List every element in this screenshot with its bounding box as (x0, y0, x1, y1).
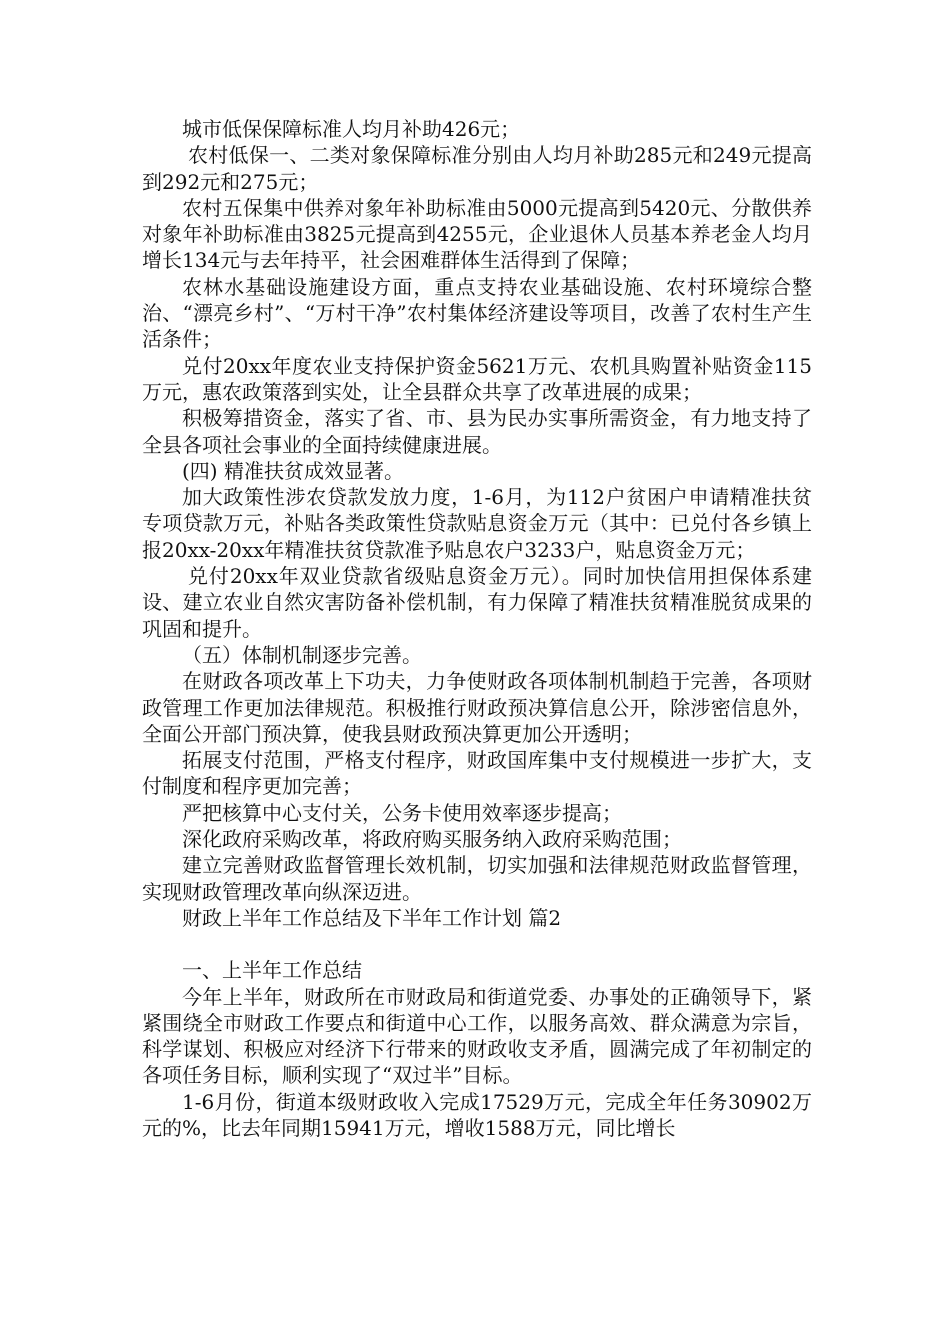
paragraph-supervision: 建立完善财政监督管理长效机制，切实加强和法律规范财政监督管理，实现财政管理改革向纵深迈进。 (142, 853, 812, 904)
paragraph-agri-subsidy: 兑付20xx年度农业支持保护资金5621万元、农机具购置补贴资金115万元，惠农政策落到实处，让全县群众共享了改革进展的成果； (142, 353, 812, 404)
blank-line (142, 931, 812, 957)
document-page (142, 116, 812, 1141)
paragraph-rural-subsistence: 农村低保一、二类对象保障标准分别由人均月补助285元和249元提高到292元和275元； (142, 143, 812, 194)
paragraph-infrastructure: 农林水基础设施建设方面，重点支持农业基础设施、农村环境综合整治、“漂亮乡村”、“万村干净”农村集体经济建设等项目，改善了农村生产生活条件； (142, 274, 812, 352)
paragraph-accounting-center: 严把核算中心支付关，公务卡使用效率逐步提高； (182, 800, 622, 825)
paragraph-fund-raising: 积极筹措资金，落实了省、市、县为民办实事所需资金，有力地支持了全县各项社会事业的全面持续健康进展。 (142, 406, 812, 457)
paragraph-reform: 在财政各项改革上下功夫，力争使财政各项体制机制趋于完善，各项财政管理工作更加法律规范。积极推行财政预决算信息公开，除涉密信息外，全面公开部门预决算，使我县财政预决算更加公开透明； (142, 669, 812, 746)
section-heading-institutions: （五）体制机制逐步完善。 (182, 642, 422, 667)
article-title: 财政上半年工作总结及下半年工作计划 篇2 (182, 905, 562, 930)
paragraph-loans: 加大政策性涉农贷款发放力度，1-6月，为112户贫困户申请精准扶贫专项贷款万元，补贴各类政策性贷款贴息资金万元（其中：已兑付各乡镇上报20xx-20xx年精准扶贫贷款准予贴息农户3233户，贴息资金万元； (142, 485, 812, 562)
section-heading-poverty: (四) 精准扶贫成效显著。 (182, 458, 404, 483)
paragraph-urban-subsistence: 城市低保保障标准人均月补助426元； (182, 117, 521, 141)
paragraph-revenue: 1-6月份，街道本级财政收入完成17529万元，完成全年任务30902万元的%，比去年同期15941万元，增收1588万元，同比增长 (142, 1089, 812, 1140)
section-heading-summary: 一、上半年工作总结 (182, 958, 362, 983)
paragraph-procurement: 深化政府采购改革，将政府购买服务纳入政府采购范围； (182, 827, 682, 852)
paragraph-first-half-overview: 今年上半年，财政所在市财政局和街道党委、办事处的正确领导下，紧紧围绕全市财政工作要点和街道中心工作，以服务高效、群众满意为宗旨，科学谋划、积极应对经济下行带来的财政收支矛盾，圆满完成了年初制定的各项任务目标，顺利实现了“双过半”目标。 (142, 984, 812, 1088)
paragraph-interest-subsidy: 兑付20xx年双业贷款省级贴息资金万元）。同时加快信用担保体系建设、建立农业自然灾害防备补偿机制，有力保障了精准扶贫精准脱贫成果的巩固和提升。 (142, 564, 812, 641)
paragraph-payment-scope: 拓展支付范围，严格支付程序，财政国库集中支付规模进一步扩大，支付制度和程序更加完善； (142, 748, 812, 799)
paragraph-five-guarantees: 农村五保集中供养对象年补助标准由5000元提高到5420元、分散供养对象年补助标准由3825元提高到4255元，企业退休人员基本养老金人均月增长134元与去年持平，社会困难群体生活得到了保障； (142, 195, 812, 273)
